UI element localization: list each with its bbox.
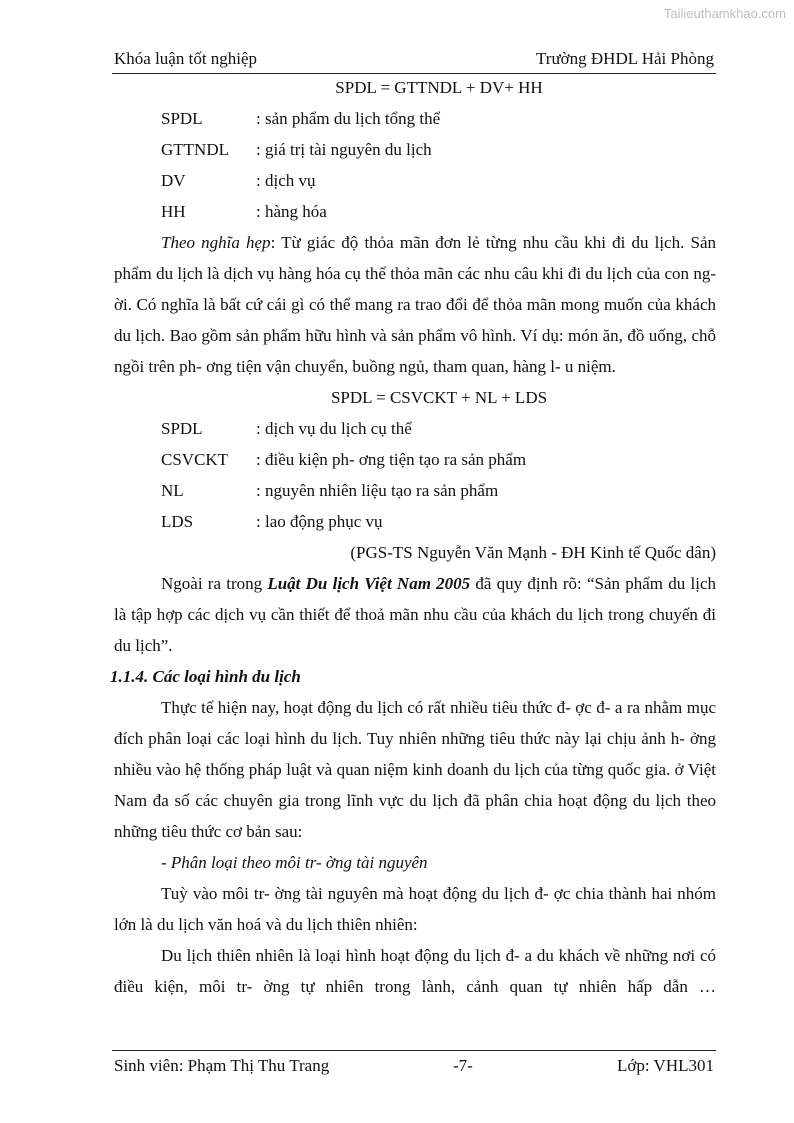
section-heading: 1.1.4. Các loại hình du lịch <box>110 667 301 686</box>
definition-row <box>114 506 716 537</box>
definition-row <box>114 134 716 165</box>
page-number: -7- <box>453 1056 473 1075</box>
citation: (PGS-TS Nguyễn Văn Mạnh - ĐH Kinh tế Quốc dân) <box>350 543 716 562</box>
definition-row <box>114 196 716 227</box>
definition-list-total <box>114 103 716 227</box>
definition-term: GTTNDL <box>161 140 229 159</box>
definition-list-specific <box>114 413 716 537</box>
watermark: Tailieuthamkhao.com <box>663 6 786 21</box>
page-header <box>114 48 714 70</box>
law-text-after: đã quy định rõ: “Sản phẩm du lịch là tập hợp các dịch vụ cần thiết để thoả mãn nhu cầu của khách du lịch trong chuyến đi du lịch”. <box>114 574 716 655</box>
footer-divider <box>112 1050 716 1051</box>
paragraph-narrow-sense <box>114 227 716 382</box>
definition-term: HH <box>161 202 186 221</box>
definition-desc: : dịch vụ <box>256 171 316 190</box>
definition-term: NL <box>161 481 184 500</box>
header-thesis-title: Khóa luận tốt nghiệp <box>114 49 258 68</box>
definition-term: DV <box>161 171 186 190</box>
definition-desc: : nguyên nhiên liệu tạo ra sản phẩm <box>256 481 499 500</box>
law-text-before: Ngoài ra trong <box>161 574 268 593</box>
definition-row <box>114 103 716 134</box>
definition-desc: : sản phẩm du lịch tổng thể <box>256 109 441 128</box>
formula-total-product: SPDL = GTTNDL + DV+ HH <box>335 78 543 97</box>
page-body <box>110 72 716 1002</box>
definition-row <box>114 413 716 444</box>
paragraph-environment: Tuỳ vào môi tr- ờng tài nguyên mà hoạt động du lịch đ- ợc chia thành hai nhóm lớn là du lịch văn hoá và du lịch thiên nhiên: <box>114 884 716 934</box>
footer-class: Lớp: VHL301 <box>617 1056 714 1075</box>
header-university: Trường ĐHDL Hải Phòng <box>536 49 714 68</box>
sub-heading: - Phân loại theo môi tr- ờng tài nguyên <box>161 853 428 872</box>
definition-term: CSVCKT <box>161 450 229 469</box>
paragraph-nature-tourism: Du lịch thiên nhiên là loại hình hoạt động du lịch đ- a du khách về những nơi có điều kiện, môi tr- ờng tự nhiên trong lành, cảnh quan tự nhiên hấp dẫn … <box>114 946 716 996</box>
paragraph-law <box>114 568 716 661</box>
formula-specific-product: SPDL = CSVCKT + NL + LDS <box>330 388 548 407</box>
paragraph-reality: Thực tế hiện nay, hoạt động du lịch có rất nhiều tiêu thức đ- ợc đ- a ra nhằm mục đích phân loại các loại hình du lịch. Tuy nhiên những tiêu thức này lại chịu ảnh h- ởng nhiều vào hệ thống pháp luật và quan niệm kinh doanh du lịch của từng quốc gia. ở Việt Nam đa số các chuyên gia trong lĩnh vực du lịch đã phân chia hoạt động du lịch theo những tiêu thức cơ bản sau: <box>114 698 716 841</box>
definition-desc: : dịch vụ du lịch cụ thể <box>256 419 412 438</box>
law-title: Luật Du lịch Việt Nam 2005 <box>267 574 471 593</box>
page-footer <box>114 1055 714 1077</box>
footer-student: Sinh viên: Phạm Thị Thu Trang <box>114 1056 330 1075</box>
narrow-sense-text: : Từ giác độ thỏa mãn đơn lẻ từng nhu cầu khi đi du lịch. Sản phẩm du lịch là dịch vụ hàng hóa cụ thể thỏa mãn các nhu câu khi đi du lịch của con ng- ời. Có nghĩa là bất cứ cái gì có thể mang ra trao đổi để thỏa mãn mong muốn của khách du lịch. Bao gồm sản phẩm hữu hình và sản phẩm vô hình. Ví dụ: món ăn, đồ uống, chỗ ngồi trên ph- ơng tiện vận chuyển, buồng ngủ, tham quan, hàng l- u niệm. <box>114 233 716 376</box>
definition-row <box>114 444 716 475</box>
definition-row <box>114 165 716 196</box>
definition-desc: : điều kiện ph- ơng tiện tạo ra sản phẩm <box>256 450 527 469</box>
definition-row <box>114 475 716 506</box>
definition-desc: : giá trị tài nguyên du lịch <box>256 140 432 159</box>
definition-term: SPDL <box>161 109 203 128</box>
narrow-sense-label: Theo nghĩa hẹp <box>161 233 271 252</box>
definition-term: LDS <box>161 512 194 531</box>
definition-desc: : hàng hóa <box>256 202 327 221</box>
definition-term: SPDL <box>161 419 203 438</box>
definition-desc: : lao động phục vụ <box>256 512 383 531</box>
